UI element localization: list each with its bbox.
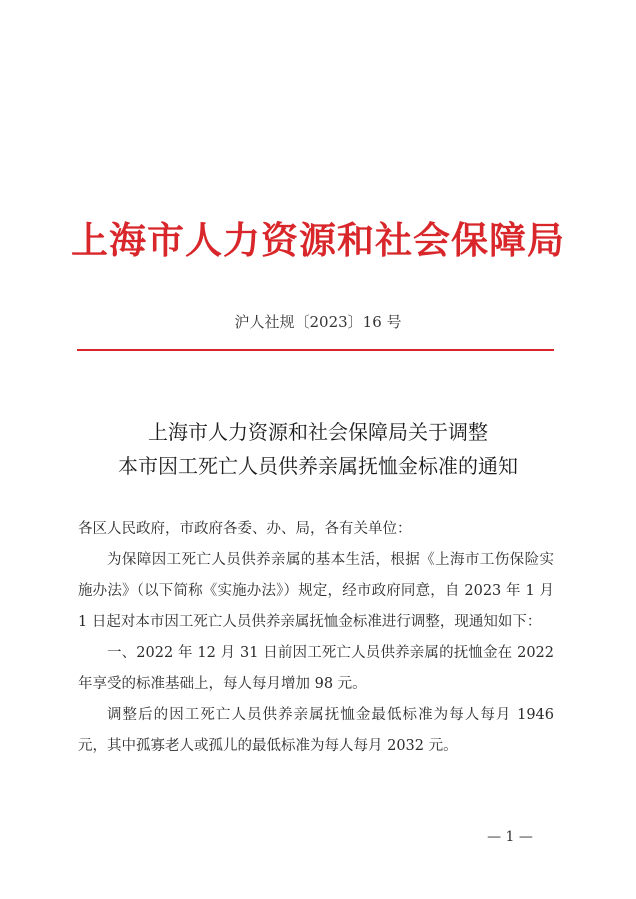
red-divider-line	[77, 349, 554, 351]
document-title-line-2: 本市因工死亡人员供养亲属抚恤金标准的通知	[118, 454, 518, 478]
document-title-line-1: 上海市人力资源和社会保障局关于调整	[148, 420, 488, 444]
document-title	[0, 415, 636, 483]
body-paragraph: 为保障因工死亡人员供养亲属的基本生活，根据《上海市工伤保险实施办法》（以下简称《实施办法》）规定，经市政府同意，自 2023 年 1 月 1 日起对本市因工死亡人员供养亲属抚恤金标准进行调整，现通知如下：	[78, 552, 554, 630]
body-paragraph: 一、2022 年 12 月 31 日前因工死亡人员供养亲属的抚恤金在 2022 年享受的标准基础上，每人每月增加 98 元。	[78, 645, 554, 692]
salutation: 各区人民政府，市政府各委、办、局，各有关单位：	[78, 521, 412, 537]
document-body	[78, 514, 554, 762]
page-number: — 1 —	[487, 829, 533, 845]
organization-header: 上海市人力资源和社会保障局	[71, 218, 565, 262]
body-paragraph: 调整后的因工死亡人员供养亲属抚恤金最低标准为每人每月 1946 元，其中孤寡老人或孤儿的最低标准为每人每月 2032 元。	[78, 707, 554, 754]
document-number: 沪人社规〔2023〕16 号	[234, 313, 402, 331]
